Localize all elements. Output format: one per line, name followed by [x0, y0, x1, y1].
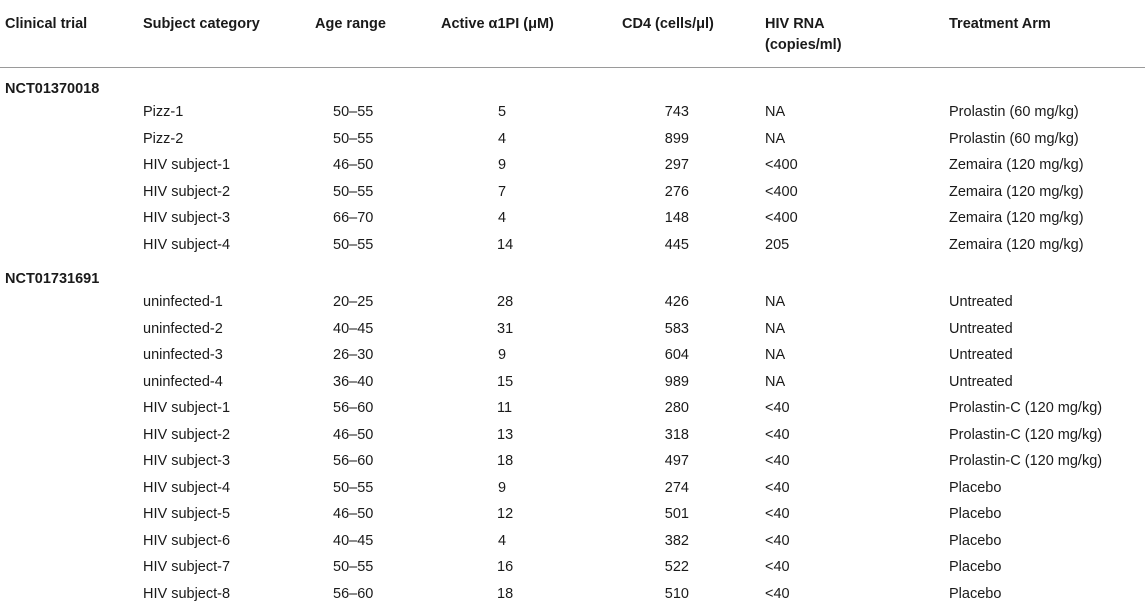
hiv-rna-cell: NA — [765, 289, 785, 316]
age-cell: 50–55 — [333, 179, 373, 206]
age-cell: 46–50 — [333, 501, 373, 528]
subject-cell: HIV subject-6 — [143, 528, 230, 555]
header-treatment-arm: Treatment Arm — [949, 14, 1051, 35]
subject-cell: HIV subject-2 — [143, 179, 230, 206]
a1pi-cell: 31 — [497, 316, 507, 343]
subject-cell: Pizz-2 — [143, 126, 183, 153]
cd4-cell: 280 — [649, 395, 689, 422]
a1pi-cell: 9 — [497, 475, 507, 502]
table-row — [0, 152, 1145, 179]
age-cell: 50–55 — [333, 99, 373, 126]
table-row — [0, 395, 1145, 422]
treatment-arm-cell: Prolastin (60 mg/kg) — [949, 99, 1079, 126]
table-row — [0, 448, 1145, 475]
table-row — [0, 126, 1145, 153]
treatment-arm-cell: Prolastin-C (120 mg/kg) — [949, 448, 1102, 475]
table-row — [0, 422, 1145, 449]
table-row — [0, 316, 1145, 343]
hiv-rna-cell: NA — [765, 369, 785, 396]
subject-cell: HIV subject-3 — [143, 448, 230, 475]
hiv-rna-cell: <40 — [765, 501, 790, 528]
table-row — [0, 342, 1145, 369]
a1pi-cell: 16 — [497, 554, 507, 581]
subject-cell: Pizz-1 — [143, 99, 183, 126]
age-cell: 46–50 — [333, 152, 373, 179]
hiv-rna-cell: <40 — [765, 422, 790, 449]
hiv-rna-cell: <40 — [765, 554, 790, 581]
table-body — [0, 68, 1145, 607]
table-row — [0, 179, 1145, 206]
a1pi-cell: 13 — [497, 422, 507, 449]
subject-cell: HIV subject-4 — [143, 232, 230, 259]
a1pi-cell: 12 — [497, 501, 507, 528]
trial-id: NCT01731691 — [5, 271, 99, 287]
age-cell: 36–40 — [333, 369, 373, 396]
a1pi-cell: 28 — [497, 289, 507, 316]
header-subject-category: Subject category — [143, 14, 260, 35]
cd4-cell: 743 — [649, 99, 689, 126]
group-spacer — [0, 90, 1145, 99]
subject-cell: HIV subject-1 — [143, 395, 230, 422]
header-cd4: CD4 (cells/μl) — [622, 14, 714, 35]
a1pi-cell: 7 — [497, 179, 507, 206]
hiv-rna-cell: <40 — [765, 528, 790, 555]
a1pi-cell: 18 — [497, 581, 507, 607]
treatment-arm-cell: Prolastin (60 mg/kg) — [949, 126, 1079, 153]
table-row — [0, 99, 1145, 126]
treatment-arm-cell: Prolastin-C (120 mg/kg) — [949, 422, 1102, 449]
trial-group-title — [0, 68, 1145, 90]
age-cell: 56–60 — [333, 581, 373, 607]
subject-cell: HIV subject-1 — [143, 152, 230, 179]
a1pi-cell: 9 — [497, 342, 507, 369]
hiv-rna-cell: <400 — [765, 152, 798, 179]
cd4-cell: 148 — [649, 205, 689, 232]
age-cell: 40–45 — [333, 528, 373, 555]
age-cell: 46–50 — [333, 422, 373, 449]
hiv-rna-cell: <400 — [765, 179, 798, 206]
table-row — [0, 528, 1145, 555]
hiv-rna-cell: <400 — [765, 205, 798, 232]
hiv-rna-cell: <40 — [765, 395, 790, 422]
table-row — [0, 289, 1145, 316]
age-cell: 40–45 — [333, 316, 373, 343]
a1pi-cell: 11 — [497, 395, 507, 422]
table-row — [0, 369, 1145, 396]
header-active-a1pi: Active α1PI (μM) — [441, 14, 554, 35]
table-row — [0, 581, 1145, 607]
cd4-cell: 501 — [649, 501, 689, 528]
subject-cell: HIV subject-3 — [143, 205, 230, 232]
hiv-rna-cell: 205 — [765, 232, 789, 259]
cd4-cell: 604 — [649, 342, 689, 369]
cd4-cell: 522 — [649, 554, 689, 581]
treatment-arm-cell: Zemaira (120 mg/kg) — [949, 152, 1084, 179]
cd4-cell: 510 — [649, 581, 689, 607]
table-row — [0, 554, 1145, 581]
age-cell: 50–55 — [333, 126, 373, 153]
hiv-rna-cell: NA — [765, 316, 785, 343]
treatment-arm-cell: Untreated — [949, 342, 1013, 369]
treatment-arm-cell: Untreated — [949, 316, 1013, 343]
a1pi-cell: 5 — [497, 99, 507, 126]
age-cell: 50–55 — [333, 554, 373, 581]
table-row — [0, 501, 1145, 528]
cd4-cell: 318 — [649, 422, 689, 449]
a1pi-cell: 15 — [497, 369, 507, 396]
subject-cell: HIV subject-4 — [143, 475, 230, 502]
a1pi-cell: 4 — [497, 126, 507, 153]
a1pi-cell: 4 — [497, 528, 507, 555]
a1pi-cell: 14 — [497, 232, 507, 259]
trial-group-title — [0, 258, 1145, 280]
age-cell: 56–60 — [333, 448, 373, 475]
subject-cell: HIV subject-5 — [143, 501, 230, 528]
cd4-cell: 445 — [649, 232, 689, 259]
treatment-arm-cell: Zemaira (120 mg/kg) — [949, 232, 1084, 259]
cd4-cell: 276 — [649, 179, 689, 206]
subject-cell: uninfected-2 — [143, 316, 223, 343]
cd4-cell: 297 — [649, 152, 689, 179]
treatment-arm-cell: Placebo — [949, 501, 1001, 528]
treatment-arm-cell: Placebo — [949, 528, 1001, 555]
age-cell: 50–55 — [333, 232, 373, 259]
subject-cell: HIV subject-2 — [143, 422, 230, 449]
a1pi-cell: 9 — [497, 152, 507, 179]
age-cell: 20–25 — [333, 289, 373, 316]
a1pi-cell: 4 — [497, 205, 507, 232]
hiv-rna-cell: <40 — [765, 475, 790, 502]
a1pi-cell: 18 — [497, 448, 507, 475]
cd4-cell: 989 — [649, 369, 689, 396]
treatment-arm-cell: Placebo — [949, 475, 1001, 502]
subject-cell: HIV subject-7 — [143, 554, 230, 581]
subject-cell: HIV subject-8 — [143, 581, 230, 607]
trial-id: NCT01370018 — [5, 81, 99, 97]
treatment-arm-cell: Zemaira (120 mg/kg) — [949, 205, 1084, 232]
hiv-rna-cell: NA — [765, 342, 785, 369]
cd4-cell: 426 — [649, 289, 689, 316]
header-hiv-rna: HIV RNA (copies/ml) — [765, 14, 875, 56]
age-cell: 50–55 — [333, 475, 373, 502]
table-header — [0, 0, 1145, 68]
cd4-cell: 274 — [649, 475, 689, 502]
treatment-arm-cell: Placebo — [949, 554, 1001, 581]
table-row — [0, 475, 1145, 502]
treatment-arm-cell: Untreated — [949, 289, 1013, 316]
treatment-arm-cell: Prolastin-C (120 mg/kg) — [949, 395, 1102, 422]
age-cell: 66–70 — [333, 205, 373, 232]
cd4-cell: 899 — [649, 126, 689, 153]
hiv-rna-cell: NA — [765, 99, 785, 126]
treatment-arm-cell: Placebo — [949, 581, 1001, 607]
header-age-range: Age range — [315, 14, 386, 35]
treatment-arm-cell: Zemaira (120 mg/kg) — [949, 179, 1084, 206]
subject-cell: uninfected-3 — [143, 342, 223, 369]
cd4-cell: 497 — [649, 448, 689, 475]
hiv-rna-cell: NA — [765, 126, 785, 153]
header-clinical-trial: Clinical trial — [5, 14, 87, 35]
cd4-cell: 382 — [649, 528, 689, 555]
age-cell: 56–60 — [333, 395, 373, 422]
subject-cell: uninfected-1 — [143, 289, 223, 316]
age-cell: 26–30 — [333, 342, 373, 369]
table-row — [0, 205, 1145, 232]
hiv-rna-cell: <40 — [765, 448, 790, 475]
table-row — [0, 232, 1145, 259]
group-spacer — [0, 280, 1145, 289]
cd4-cell: 583 — [649, 316, 689, 343]
hiv-rna-cell: <40 — [765, 581, 790, 607]
treatment-arm-cell: Untreated — [949, 369, 1013, 396]
subject-cell: uninfected-4 — [143, 369, 223, 396]
